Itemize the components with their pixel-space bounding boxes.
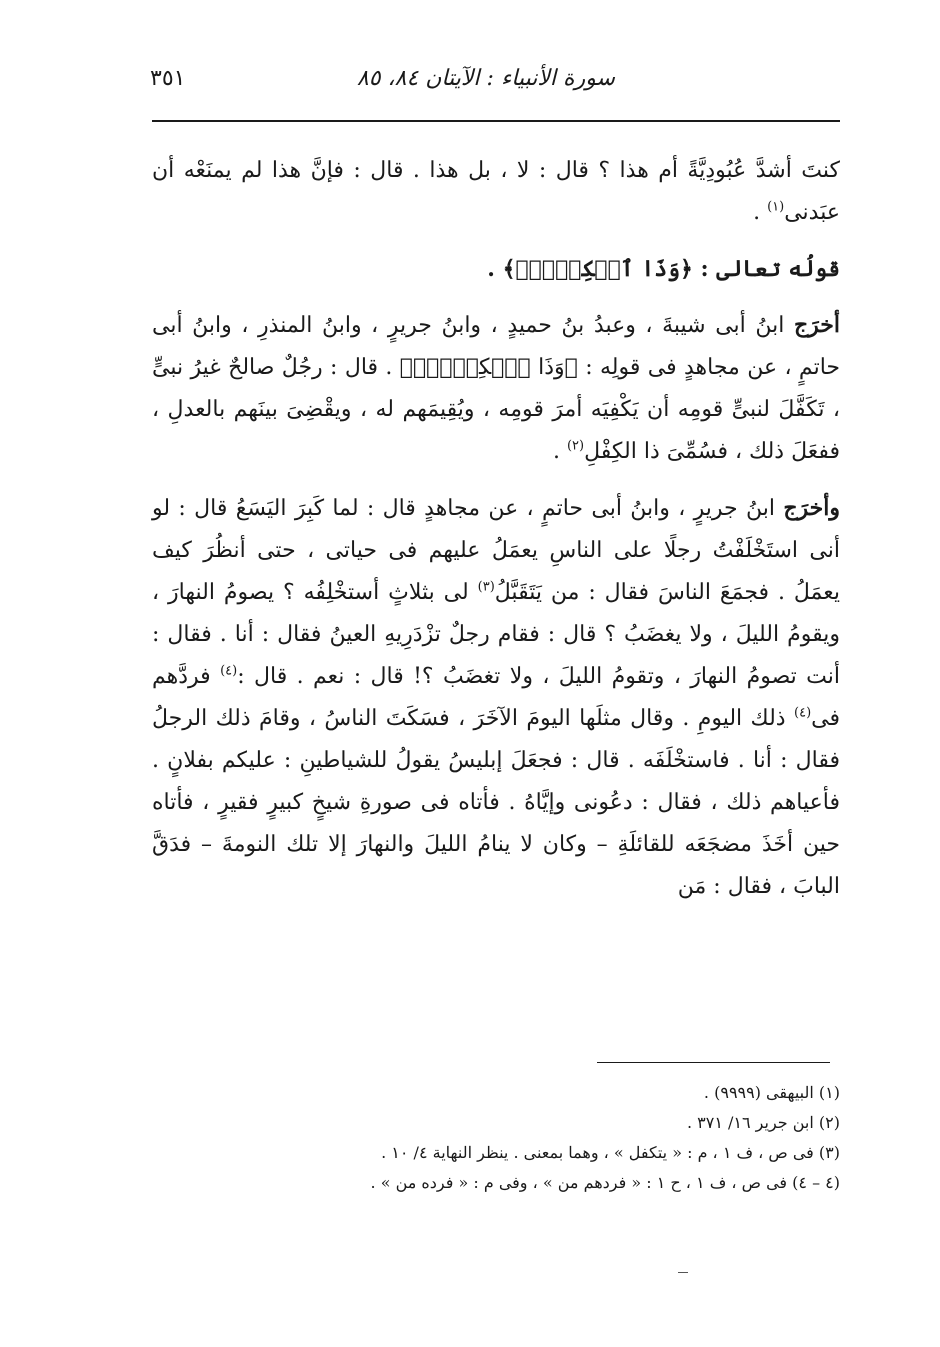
verse-heading: قولُه تعالى : ﴿وَذَا ٱلۡكِفۡلِۖ﴾ .	[487, 256, 840, 282]
paragraph-3-text-d: ذلك اليومِ . وقال مثلَها اليومَ الآخَرَ ، فسَكَتَ الناسُ ، وقامَ ذلك الرجلُ فقال : أنا . فاستخْلَفَه . قال : فجعَلَ إبليسُ يقولُ للشياطينِ : عليكم بفلانٍ . فأعياهم ذلك ، فقال : دعُونى وإيَّاهُ . فأتاه فى صورةِ شيخٍ كبيرٍ فقيرٍ ، فأتاه حين أخَذَ مضجَعَه للقائلَةِ – وكان لا ينامُ الليلَ والنهارَ إلا تلك النومةَ – فدَقَّ البابَ ، فقال : مَن	[152, 706, 840, 899]
footnote-ref-4-start: (٤)	[220, 663, 238, 679]
footnote-2: (٢) ابن جرير ١٦/ ٣٧١ .	[686, 1113, 840, 1132]
paragraph-3	[152, 487, 840, 908]
paragraph-3-lead: وأخرَج	[783, 495, 840, 521]
paragraph-2	[152, 304, 840, 473]
paragraph-1	[152, 150, 840, 234]
footnote-ref-3: (٣)	[477, 579, 495, 595]
running-title: سورة الأنبياء : الآيتان ٨٤، ٨٥	[356, 66, 615, 91]
paragraph-2-text: ابنُ أبى شيبةَ ، وعبدُ بنُ حميدٍ ، وابنُ جريرٍ ، وابنُ المنذرِ ، وابنُ أبى حاتمٍ ، عن مجاهدٍ فى قولِه : ﴿وَذَا ٱلۡكِفۡلِۖ﴾ . قال : رجُلٌ صالحٌ غيرُ نبىٍّ ، تَكَفَّلَ لنبىٍّ قومِه أن يَكْفِيَه أمرَ قومِه ، ويُقِيمَهم له ، ويقْضِىَ بينَهم بالعدلِ ، ففعَلَ ذلك ، فسُمِّىَ ذا الكِفْلِ	[152, 313, 840, 464]
bottom-mark	[678, 1272, 688, 1273]
paragraph-3-text-a: ابنُ جريرٍ ، وابنُ أبى حاتمٍ ، عن مجاهدٍ قال : لما كَبِرَ اليَسَعُ قال : لو أنى استَخْلَفْتُ رجلًا على الناسِ يعمَلُ عليهم فى حياتى ، حتى أنظُرَ كيف يعمَلُ . فجمَعَ الناسَ فقال : من يَتَقَبَّلُ	[152, 496, 840, 605]
paragraph-2-end: .	[552, 439, 567, 464]
page-header	[150, 66, 840, 106]
footnote-ref-4-end: (٤)	[794, 705, 812, 721]
paragraph-3-text-c: فردَّهم فى	[152, 664, 840, 731]
footnotes	[152, 1078, 840, 1198]
main-text	[152, 150, 840, 922]
page-number: ٣٥١	[150, 66, 186, 91]
footnote-1: (١) البيهقى (٩٩٩٩) .	[703, 1083, 840, 1102]
footnote-rule	[597, 1062, 830, 1063]
paragraph-3-text-b: لى بثلاثٍ أستخْلِفُه ؟ يصومُ النهارَ ، ويقومُ الليلَ ، ولا يغضَبُ ؟ قال : فقام رجلٌ تزْدَرِيهِ العينُ فقال : أنا . فقال : أنت تصومُ النهارَ ، وتقومُ الليلَ ، ولا تغضَبُ ؟! قال : نعم . قال :	[152, 580, 840, 689]
footnote-ref-1: (١)	[767, 199, 785, 215]
footnote-4: (٤ – ٤) فى ص ، ف ١ ، ح ١ : « فردهم من » ، وفى م : « فرده من » .	[370, 1173, 840, 1192]
paragraph-2-lead: أخرَج	[793, 312, 840, 338]
header-rule	[152, 120, 840, 122]
paragraph-1-text: كنتَ أشدَّ عُبُودِيَّةً أم هذا ؟ قال : لا ، بل هذا . قال : فإنَّ هذا لم يمنَعْه أن عبَدنى	[152, 158, 840, 225]
paragraph-1-end: .	[753, 200, 768, 225]
footnote-ref-2: (٢)	[566, 438, 585, 454]
footnote-3: (٣) فى ص ، ف ١ ، م : « يتكفل » ، وهما بمعنى . ينظر النهاية ٤/ ١٠ .	[381, 1143, 840, 1162]
